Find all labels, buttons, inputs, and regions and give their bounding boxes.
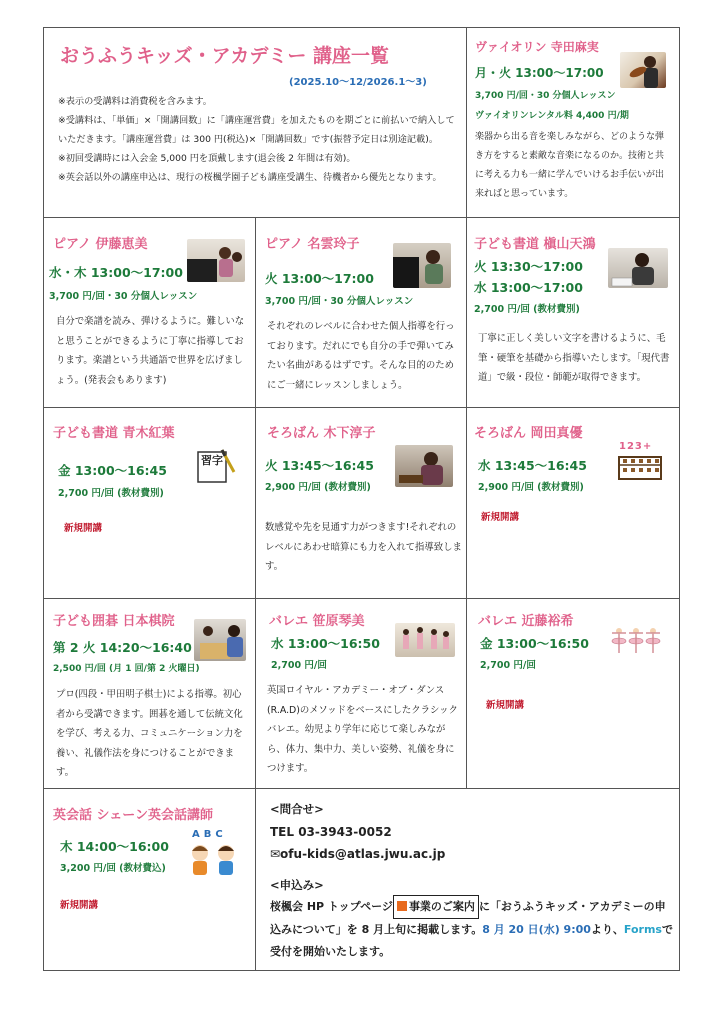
course-desc: 自分で楽譜を読み、弾けるように。難しいなと思うことができるように丁寧に指導しております。楽譜という共通語で世界を広げましょう。(発表会もあります) (56, 316, 245, 386)
violin-photo (620, 52, 666, 88)
course-name: 子ども書道 青木紅葉 (53, 426, 175, 441)
course-name: バレエ 近藤裕希 (478, 614, 574, 629)
course-fee: 2,700 円/回 (480, 660, 536, 671)
course-fee: 3,700 円/回・30 分個人レッスン (475, 91, 616, 101)
apply-text (270, 895, 674, 963)
soroban-photo (395, 445, 453, 487)
course-fee: 3,700 円/回・30 分個人レッスン (265, 296, 414, 307)
abacus-icon (617, 441, 665, 481)
piano-teacher-photo (393, 243, 451, 288)
page-title: おうふうキッズ・アカデミー 講座一覧 (60, 45, 390, 67)
apply-date: 8 月 20 日(水) 9:00 (482, 923, 591, 936)
course-name: ピアノ 伊藤恵美 (53, 237, 148, 252)
date-range: (2025.10～12/2026.1～3) (289, 77, 427, 88)
course-desc: プロ(四段・甲田明子棋士)による指導。初心者から受講できます。囲碁を通して伝統文化を学び、考える力、コミュニケーション力を養い、礼儀作法を身につけることができます。 (56, 689, 243, 778)
note-4: ※英会話以外の講座申込は、現行の桜楓学園子ども講座受講生、待機者から優先となります。 (58, 172, 442, 183)
kids-abc-icon-text: ABC (192, 829, 227, 840)
course-time: 水 13:00～16:50 (271, 636, 380, 651)
course-desc: 楽器から出る音を楽しみながら、どのような弾き方をすると素敵な音楽になるのか。技術と共に考える力も一緒に学んでいけるお手伝いが出来ればと思っています。 (475, 132, 665, 199)
course-time: 金 13:00～16:45 (58, 463, 167, 478)
course-name: 子ども囲碁 日本棋院 (53, 614, 175, 629)
new-course-tag: 新規開講 (64, 523, 103, 534)
course-desc: それぞれのレベルに合わせた個人指導を行っております。だれにでも自分の手で弾いてみたい名曲があるはずです。そんな目的のためにご一緒にレッスンしましょう。 (267, 321, 455, 391)
course-soroban-kinoshita (256, 408, 466, 598)
course-fee: 2,500 円/回 (月 1 回/第 2 火曜日) (53, 664, 200, 674)
apply-end: で受付を開始いたします。 (270, 923, 673, 958)
course-fee: 3,200 円/回 (教材費込) (60, 863, 166, 874)
course-fee: 2,900 円/回 (教材費別) (478, 482, 584, 493)
course-fee: 2,700 円/回 (教材費別) (58, 488, 164, 499)
course-fee: 3,700 円/回・30 分個人レッスン (49, 291, 198, 302)
course-time: 火 13:00～17:00 (265, 271, 374, 286)
course-time-2: 水 13:00～17:00 (474, 280, 583, 295)
course-desc: 数感覚や先を見通す力がつきます!それぞれのレベルにあわせ暗算にも力を入れて指導致します。 (265, 522, 462, 572)
course-desc: 丁寧に正しく美しい文字を書けるように、毛筆・硬筆を基礎から指導いたします。「現代書道」で級・段位・師範が取得できます。 (478, 333, 670, 383)
course-fee: 2,700 円/回 (271, 660, 327, 671)
course-time: 金 13:00～16:50 (480, 636, 589, 651)
course-fee: 2,900 円/回 (教材費別) (265, 482, 371, 493)
shuji-icon (196, 448, 236, 486)
course-desc: 英国ロイヤル・アカデミー・オブ・ダンス(R.A.D)のメソッドをベースにしたクラシックバレエ。幼児より学年に応じて楽しみながら、体力、集中力、美しい姿勢、礼儀を身につけます。 (267, 685, 458, 774)
note-1: ※表示の受講料は消費税を含みます。 (58, 96, 212, 107)
ballet-class-photo (395, 623, 455, 657)
business-info-link[interactable] (393, 895, 479, 919)
course-name: バレエ 笹原琴美 (269, 614, 365, 629)
course-time: 水・木 13:00～17:00 (49, 265, 183, 280)
course-igo (44, 599, 255, 788)
course-violin (467, 28, 679, 217)
igo-photo (194, 619, 246, 661)
course-name: そろばん 木下淳子 (267, 426, 376, 441)
note-2: ※受講料は、「単価」×「開講回数」に「講座運営費」を加えたものを期ごとに前払いで納入していただきます。「講座運営費」は 300 円(税込)×「開講回数」です(振替予定日は別途記載)。 (58, 115, 455, 145)
piano-lesson-photo (187, 239, 245, 282)
contact-heading: <問合せ> (270, 802, 324, 816)
course-name: そろばん 岡田真優 (474, 426, 583, 441)
new-course-tag: 新規開講 (60, 900, 99, 911)
kids-abc-icon (184, 829, 244, 881)
forms-link[interactable]: Forms (623, 923, 662, 936)
course-name: 子ども書道 槇山天鴻 (474, 237, 596, 252)
course-name: 英会話 シェーン英会話講師 (53, 808, 214, 823)
course-piano-nagumo (256, 218, 466, 407)
course-time: 木 14:00～16:00 (60, 839, 169, 854)
course-piano-ito (44, 218, 255, 407)
course-fee: 2,700 円/回 (教材費別) (474, 304, 580, 315)
apply-mid: に「おうふうキッズ・アカデミーの申込みについて」を 8 月上旬に掲載します。 (270, 900, 666, 936)
course-english (44, 789, 255, 971)
header-cell (50, 32, 462, 214)
course-time: 火 13:45～16:45 (265, 458, 374, 473)
apply-pre: 桜楓会 HP トップページ (270, 900, 393, 913)
course-shodo-aoki (44, 408, 255, 598)
orange-square-icon (397, 901, 407, 911)
shuji-icon-text: 習字 (201, 454, 223, 467)
course-time: 水 13:45～16:45 (478, 458, 587, 473)
contact-email[interactable]: ✉ofu-kids@atlas.jwu.ac.jp (270, 847, 446, 861)
course-soroban-okada (467, 408, 679, 598)
course-time: 月・火 13:00～17:00 (475, 66, 604, 80)
apply-after: より、 (590, 923, 624, 936)
business-info-label: 事業のご案内 (408, 900, 475, 913)
calligraphy-photo (608, 248, 668, 288)
new-course-tag: 新規開講 (481, 512, 520, 523)
contact-tel: TEL 03-3943-0052 (270, 825, 392, 839)
apply-heading: <申込み> (270, 878, 324, 892)
abacus-icon-text: 123+ (619, 441, 653, 452)
course-time: 第 2 火 14:20～16:40 (53, 640, 192, 655)
contact-cell (256, 789, 679, 971)
course-name: ピアノ 名雲玲子 (265, 237, 360, 252)
note-3: ※初回受講時には入会金 5,000 円を頂戴します(退会後 2 年間は有効)。 (58, 153, 356, 164)
new-course-tag: 新規開講 (486, 700, 525, 711)
course-ballet-sasahara (256, 599, 466, 788)
ballet-dancers-icon (610, 623, 662, 659)
course-name: ヴァイオリン 寺田麻実 (475, 40, 599, 54)
course-time: 火 13:30～17:00 (474, 259, 583, 274)
course-ballet-kondo (467, 599, 679, 788)
course-extra-fee: ヴァイオリンレンタル料 4,400 円/期 (475, 111, 629, 121)
course-shodo-makiyama (467, 218, 679, 407)
